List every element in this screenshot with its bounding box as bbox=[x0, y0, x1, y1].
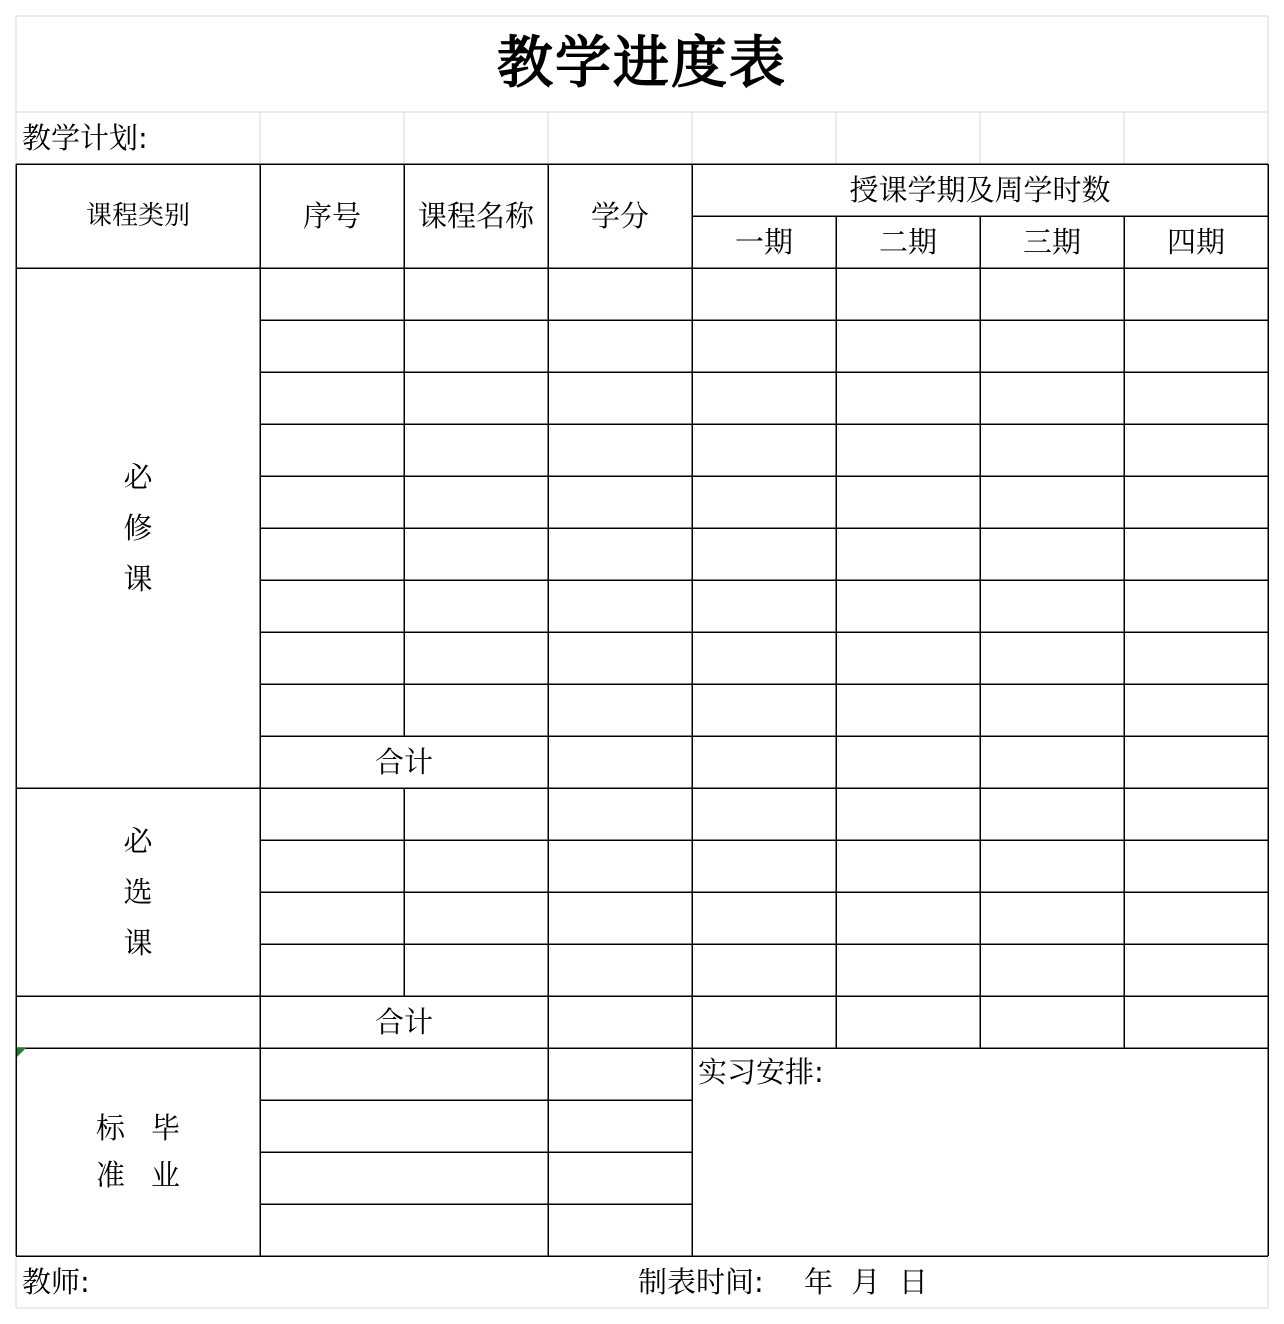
required-subtotal-label: 合计 bbox=[374, 744, 433, 779]
header-semester-4: 四期 bbox=[1166, 224, 1225, 259]
table-date-label: 制表时间: bbox=[638, 1264, 764, 1299]
header-semester-weekly-hours: 授课学期及周学时数 bbox=[849, 172, 1111, 207]
header-semester-3: 三期 bbox=[1022, 224, 1081, 259]
required-courses-label bbox=[16, 268, 260, 788]
cell-comment-marker bbox=[17, 1048, 26, 1057]
teaching-plan-label: 教学计划: bbox=[22, 120, 148, 155]
graduation-char: 业 bbox=[151, 1158, 203, 1192]
graduation-col-2 bbox=[151, 1111, 203, 1192]
header-credit: 学分 bbox=[590, 198, 649, 233]
page-title: 教学进度表 bbox=[497, 31, 787, 96]
date-units: 年 月 日 bbox=[804, 1264, 928, 1299]
required-char: 课 bbox=[123, 561, 153, 596]
graduation-col-1 bbox=[95, 1111, 147, 1192]
graduation-char: 毕 bbox=[151, 1111, 203, 1145]
elective-subtotal-label: 合计 bbox=[374, 1004, 433, 1039]
elective-char: 课 bbox=[123, 925, 153, 960]
header-sequence-number: 序号 bbox=[302, 198, 361, 233]
required-char: 修 bbox=[123, 510, 153, 545]
graduation-char: 准 bbox=[95, 1158, 147, 1192]
teacher-label: 教师: bbox=[22, 1264, 90, 1299]
elective-char: 必 bbox=[123, 823, 153, 858]
elective-courses-label bbox=[16, 788, 260, 996]
elective-char: 选 bbox=[123, 874, 153, 909]
header-semester-2: 二期 bbox=[878, 224, 937, 259]
header-course-name: 课程名称 bbox=[417, 198, 534, 233]
progress-table-sheet bbox=[16, 16, 1268, 1308]
graduation-char: 标 bbox=[95, 1111, 147, 1145]
required-char: 必 bbox=[123, 459, 153, 494]
header-course-category: 课程类别 bbox=[85, 201, 190, 231]
header-semester-1: 一期 bbox=[734, 224, 793, 259]
internship-arrangement-label: 实习安排: bbox=[698, 1055, 824, 1089]
graduation-standard-label bbox=[16, 1048, 260, 1256]
